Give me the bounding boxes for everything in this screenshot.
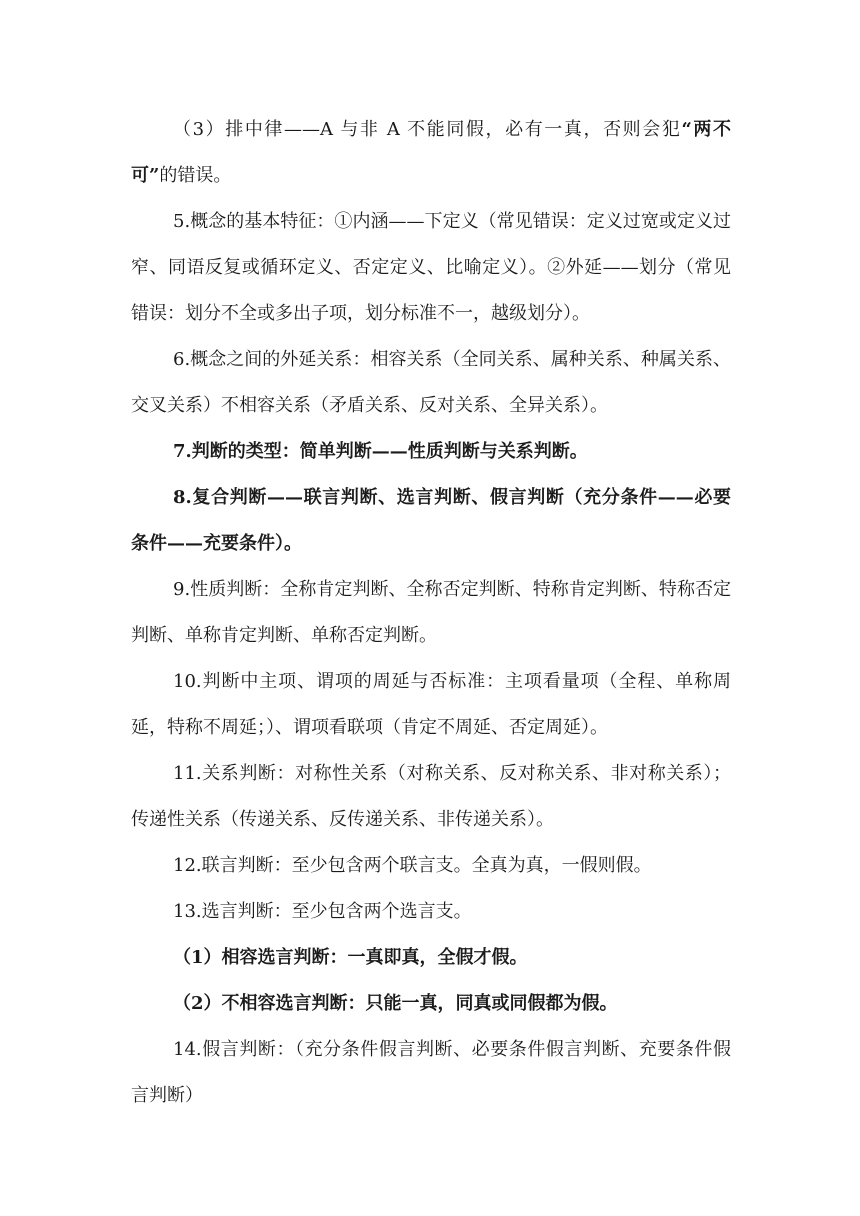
- paragraph-distribution: 10.判断中主项、谓项的周延与否标准：主项看量项（全程、单称周延，特称不周延；）、谓项看联项（肯定不周延、否定周延）。: [131, 671, 731, 738]
- paragraph-compatible-disjunctive: （1）相容选言判断：一真即真，全假才假。: [173, 947, 528, 968]
- paragraph-text: 的错误。: [159, 165, 232, 186]
- paragraph-relational-judgment: 11.关系判断：对称性关系（对称关系、反对称关系、非对称关系）；传递性关系（传递关系、反传递关系、非传递关系）。: [131, 763, 731, 830]
- paragraph-excluded-middle: [131, 107, 731, 199]
- document-page: [131, 107, 731, 1119]
- paragraph-hypothetical-judgment: 14.假言判断：（充分条件假言判断、必要条件假言判断、充要条件假言判断）: [131, 1039, 731, 1106]
- paragraph-incompatible-disjunctive: （2）不相容选言判断：只能一真，同真或同假都为假。: [173, 993, 618, 1014]
- paragraph-property-judgment: 9.性质判断：全称肯定判断、全称否定判断、特称肯定判断、特称否定判断、单称肯定判断、单称否定判断。: [131, 579, 731, 646]
- paragraph-conjunctive-judgment: 12.联言判断：至少包含两个联言支。全真为真，一假则假。: [173, 855, 652, 876]
- paragraph-disjunctive-judgment: 13.选言判断：至少包含两个选言支。: [173, 901, 472, 922]
- paragraph-concept-relations: 6.概念之间的外延关系：相容关系（全同关系、属种关系、种属关系、交叉关系）不相容关系（矛盾关系、反对关系、全异关系）。: [131, 349, 731, 416]
- paragraph-judgment-types: 7.判断的类型：简单判断——性质判断与关系判断。: [173, 441, 588, 462]
- paragraph-compound-judgment: 8.复合判断——联言判断、选言判断、假言判断（充分条件——必要条件——充要条件）。: [131, 487, 731, 554]
- bold-term: “两不可”: [131, 119, 731, 186]
- paragraph-concept-features: 5.概念的基本特征：①内涵——下定义（常见错误：定义过宽或定义过窄、同语反复或循环定义、否定定义、比喻定义）。②外延——划分（常见错误：划分不全或多出子项，划分标准不一，越级划分）。: [131, 211, 731, 324]
- paragraph-text: （3）排中律——A 与非 A 不能同假，必有一真，否则会犯: [173, 119, 682, 140]
